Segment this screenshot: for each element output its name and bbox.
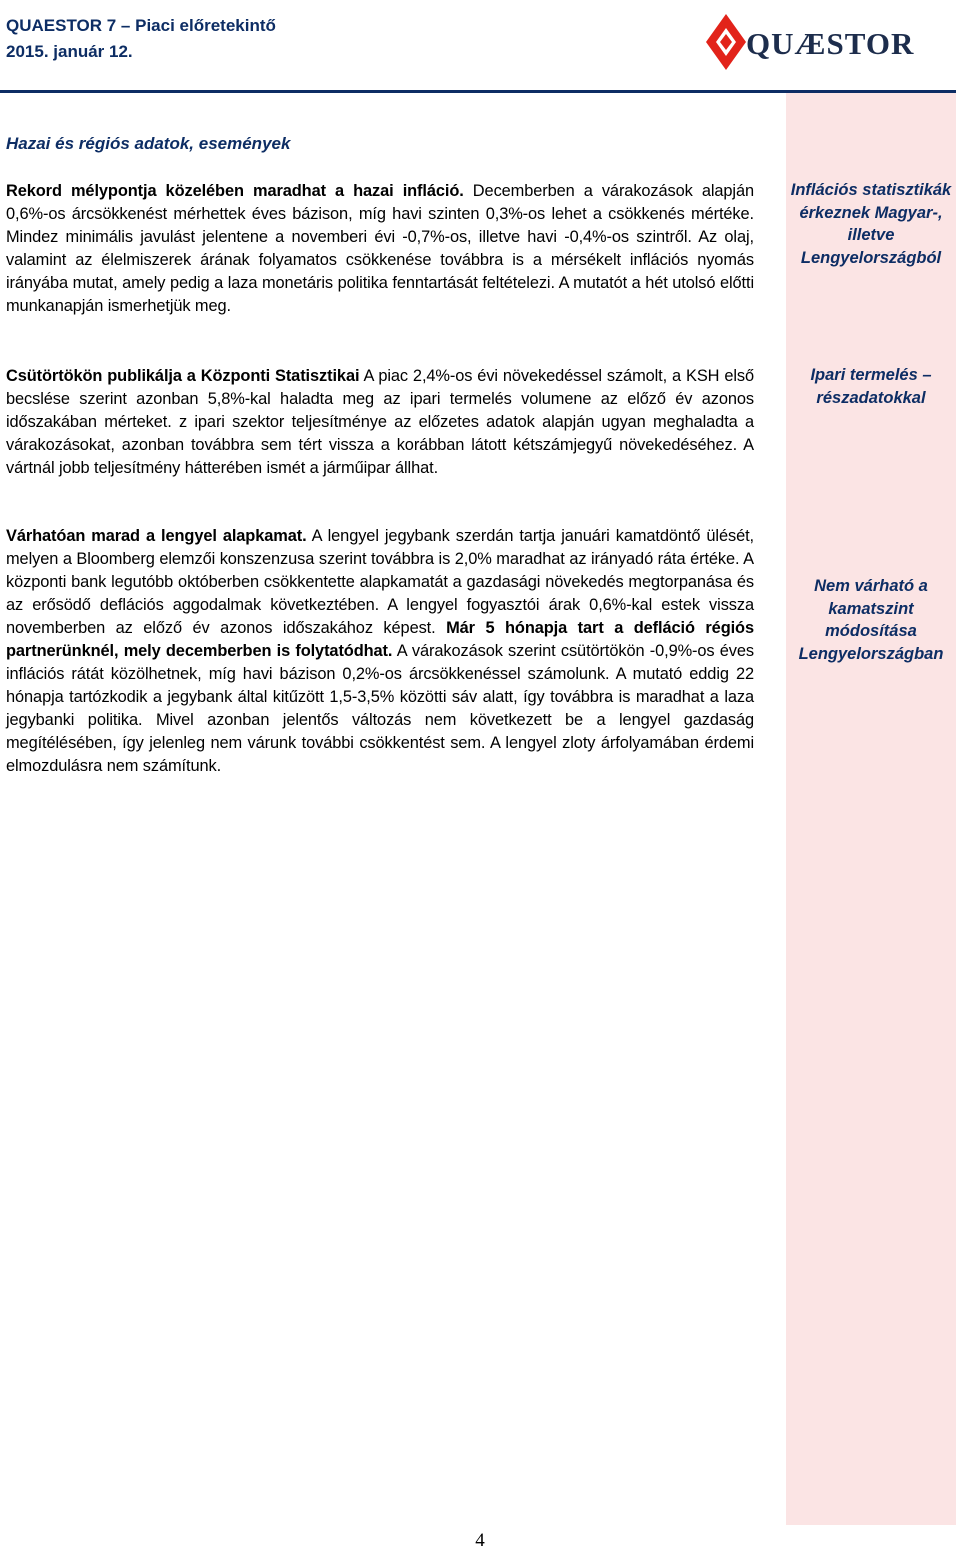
section-heading: Hazai és régiós adatok, események xyxy=(6,134,291,153)
paragraph-lead: Csütörtökön publikálja a Központi Statisztikai xyxy=(6,367,360,385)
paragraph-lead: Várhatóan marad a lengyel alapkamat. xyxy=(6,527,307,545)
paragraph-emphasis: Már 5 hónapja tart a defláció régiós partnerünknél, mely decemberben is folytatódhat. xyxy=(6,619,754,660)
paragraph-body: A lengyel jegybank szerdán tartja januári kamatdöntő ülését, melyen a Bloomberg elemzői konszenzusa szerint továbbra is 2,0% maradhat az irányadó ráta értéke. A központi bank legutóbb októberben csökkentette alapkamatát a gazdasági növekedés megtorpanása és az erősödő deflációs aggodalmak következtében. A lengyel fogyasztói árak 0,6%-kal estek vissza novemberben az előző év azonos időszakához képest. xyxy=(6,527,754,637)
paragraph-lead: Rekord mélypontja közelében maradhat a hazai infláció. xyxy=(6,182,464,200)
margin-note-interest-rate: Nem várható a kamatszint módosítása Lengyelországban xyxy=(798,577,944,663)
paragraph-tail: A várakozások szerint csütörtökön -0,9%-os éves inflációs rátát közölhetnek, míg havi bázison 0,2%-os árcsökkenéssel számolunk. A mutató eddig 22 hónapja tartózkodik a jegybank által kitűzött 1,5-3,5% közötti sáv alatt, így továbbra is maradhat a laza jegybanki politika. Mivel azonban jelentős változás nem következett be a lengyel gazdaság megítélésében, így jelenleg nem várunk további csökkentést sem. A lengyel zloty árfolyamában érdemi elmozdulásra nem számítunk. xyxy=(6,642,754,775)
paragraph-polish-rate xyxy=(6,525,754,778)
page-number: 4 xyxy=(475,1530,485,1551)
margin-notes-column xyxy=(786,93,956,1525)
paragraph-industrial-production xyxy=(6,365,754,480)
paragraph-body: Decemberben a várakozások alapján 0,6%-os árcsökkenést mérhettek éves bázison, míg havi szinten 0,3%-os lehet a csökkenés mértéke. Mindez minimális javulást jelentene a novemberi évi -0,7%-os, illetve havi -0,4%-os szintről. Az olaj, valamint az élelmiszerek árának folyamatos csökkenése továbbra is a mérsékelt inflációs nyomás irányába mutat, amely pedig a laza monetáris politika fenntartását feltételezi. A mutatót a hét utolsó előtti munkanapján ismerhetjük meg. xyxy=(6,182,754,315)
paragraph-body: A piac 2,4%-os évi növekedéssel számolt, a KSH első becslése szerint azonban 5,8%-kal haladta meg az ipari termelés volumene az előző év azonos időszakában mérteket. z ipari szektor teljesítménye az előzetes adatok alapján ugyan meghaladta a várakozásokat, azonban továbbra sem tért vissza a korábban látott kétszámjegyű növekedéséhez. A vártnál jobb teljesítmény hátterében ismét a járműipar állhat. xyxy=(6,367,754,477)
quaestor-logo xyxy=(704,12,944,72)
report-date: 2015. január 12. xyxy=(6,42,133,61)
logo-wordmark: QUÆSTOR xyxy=(746,26,915,61)
margin-note-inflation: Inflációs statisztikák érkeznek Magyar-, illetve Lengyelországból xyxy=(790,181,952,267)
margin-note-industrial: Ipari termelés – részadatokkal xyxy=(810,366,932,407)
report-title: QUAESTOR 7 – Piaci előretekintő xyxy=(6,16,276,35)
paragraph-inflation xyxy=(6,180,754,318)
